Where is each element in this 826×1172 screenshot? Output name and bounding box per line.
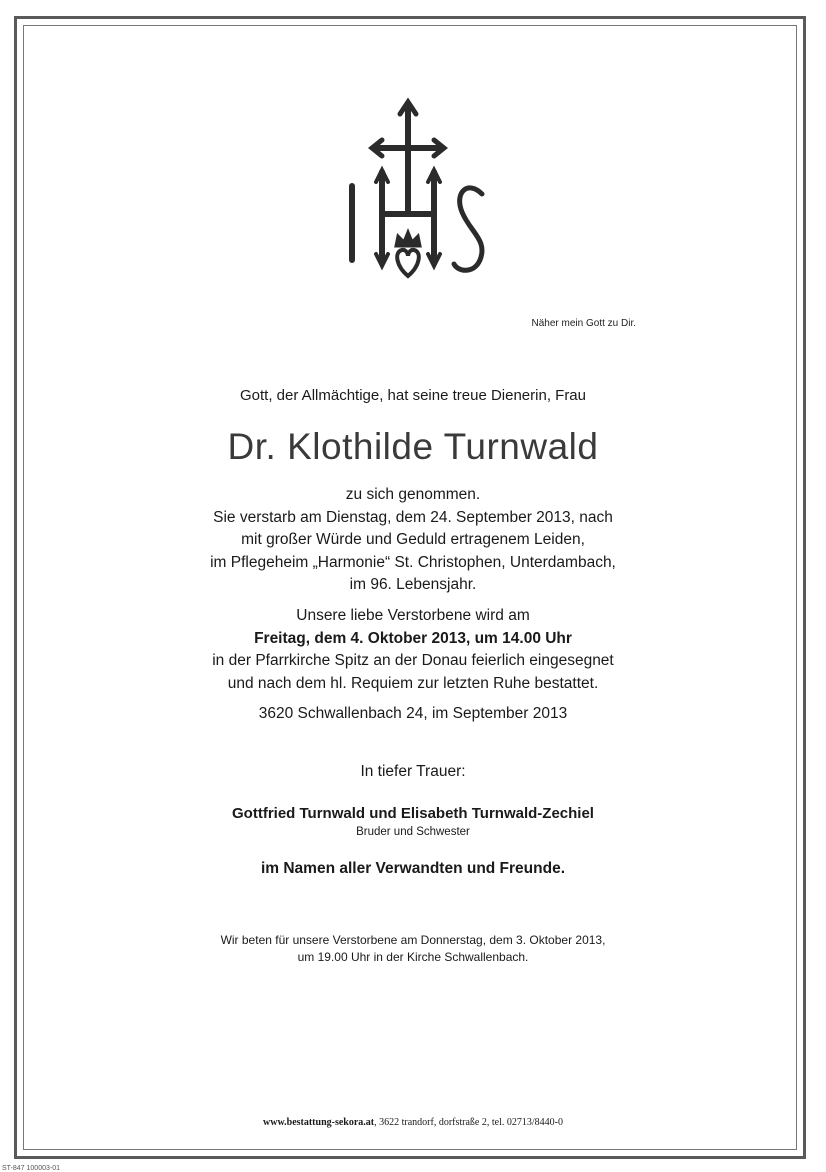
place-date: 3620 Schwallenbach 24, im September 2013 [258, 705, 568, 722]
prayer-line: Wir beten für unsere Verstorbene am Donnerstag, dem 3. Oktober 2013, [220, 933, 606, 947]
death-notice [0, 484, 826, 597]
corner-code: ST-847 100003-01 [2, 1165, 60, 1172]
mourning-heading: In tiefer Trauer: [360, 763, 466, 780]
intro-text: Gott, der Allmächtige, hat seine treue Dienerin, Frau [239, 387, 586, 404]
funeral-date-time: Freitag, dem 4. Oktober 2013, um 14.00 Uhr [254, 629, 572, 647]
prayer-notice [0, 932, 826, 966]
death-notice-line: im 96. Lebensjahr. [349, 576, 477, 593]
on-behalf-line: im Namen aller Verwandten und Freunde. [260, 860, 566, 877]
funeral-burial: und nach dem hl. Requiem zur letzten Ruhe bestattet. [227, 674, 599, 692]
funeral-location: in der Pfarrkirche Spitz an der Donau feierlich eingesegnet [212, 652, 614, 669]
footer-website[interactable]: www.bestattung-sekora.at [263, 1117, 375, 1128]
death-notice-line: im Pflegeheim „Harmonie“ St. Christophen, Unterdambach, [210, 553, 616, 571]
deceased-name: Dr. Klothilde Turnwald [227, 426, 599, 467]
death-notice-line: zu sich genommen. [345, 486, 481, 503]
ihs-christogram-icon [338, 96, 494, 288]
death-notice-line: mit großer Würde und Geduld ertragenem Leiden, [241, 531, 585, 548]
mourners-relation: Bruder und Schwester [356, 826, 470, 838]
prayer-line: um 19.00 Uhr in der Kirche Schwallenbach. [297, 950, 529, 964]
footer-address: , 3622 trandorf, dorfstraße 2, tel. 02713/8440-0 [374, 1117, 563, 1128]
death-notice-line: Sie verstarb am Dienstag, dem 24. September 2013, nach [213, 508, 613, 526]
footer [0, 1117, 826, 1128]
funeral-notice [0, 605, 826, 695]
funeral-intro: Unsere liebe Verstorbene wird am [296, 607, 530, 624]
mourners-names: Gottfried Turnwald und Elisabeth Turnwald-Zechiel [232, 805, 594, 822]
epigraph: Näher mein Gott zu Dir. [531, 318, 636, 329]
